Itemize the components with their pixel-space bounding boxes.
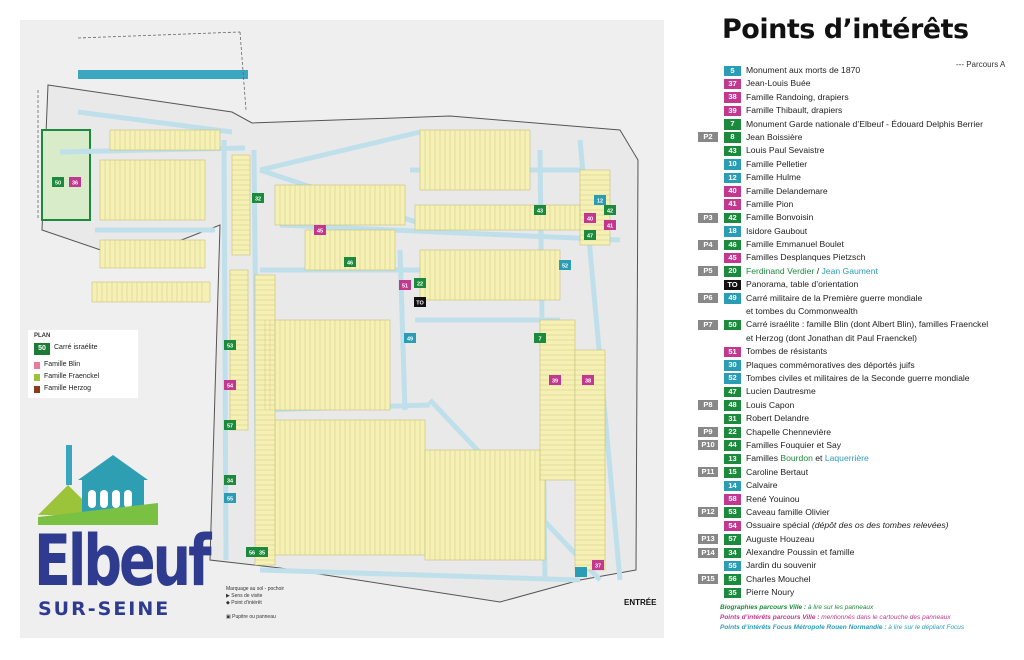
legend-row (698, 533, 998, 546)
point-label: Tombes de résistants (746, 346, 828, 357)
point-number-badge: 41 (724, 199, 741, 210)
point-label: Ossuaire spécial (dépôt des os des tombes relevées) (746, 520, 949, 531)
marquage-title: Marquage au sol - pochoir (226, 586, 285, 592)
entree-label: ENTRÉE (624, 598, 657, 607)
point-label: Jardin du souvenir (746, 560, 817, 571)
map-marker-label: 47 (586, 233, 594, 240)
parcours-badge: P12 (698, 507, 718, 517)
parcours-badge: P5 (698, 266, 718, 276)
legend-row (698, 225, 998, 238)
footnote-points-ville (720, 614, 951, 621)
map-marker-label: 34 (226, 478, 234, 485)
legend-row (698, 546, 998, 559)
legend-row (698, 559, 998, 572)
point-label: Robert Delandre (746, 413, 810, 424)
legend-row (698, 493, 998, 506)
plan-badge-50: 50 (34, 343, 50, 355)
legend-row (698, 131, 998, 144)
legend-row (698, 64, 998, 77)
parcours-badge: P10 (698, 440, 718, 450)
parcours-badge: P13 (698, 534, 718, 544)
map-marker-label: 56 (248, 550, 256, 557)
map-marker-label: 22 (416, 281, 424, 288)
map-marker-label: TO (416, 300, 424, 307)
footnote-2-text: mentionnés dans le cartouche des panneaux (819, 614, 951, 621)
point-number-badge: 10 (724, 159, 741, 170)
legend-row (698, 372, 998, 385)
legend-row (698, 292, 998, 305)
map-marker-label: 45 (316, 228, 324, 235)
point-number-badge: 8 (724, 132, 741, 143)
point-number-badge: 35 (724, 588, 741, 599)
parcours-badge: P15 (698, 574, 718, 584)
point-number-badge: 46 (724, 240, 741, 251)
label-note: (dépôt des os des tombes relevées) (809, 520, 949, 531)
point-number-badge: 5 (724, 66, 741, 77)
point-number-badge: 54 (724, 521, 741, 532)
map-marker-label: 38 (584, 378, 592, 385)
point-number-badge: 56 (724, 574, 741, 585)
point-number-badge: 37 (724, 79, 741, 90)
point-label: Monument aux morts de 1870 (746, 65, 861, 75)
parcours-badge: P7 (698, 320, 718, 330)
point-label: Chapelle Chennevière (746, 426, 832, 437)
map-section-49 (78, 70, 248, 79)
legend-row (698, 305, 998, 318)
point-label: Louis Capon (746, 399, 795, 410)
family-herzog-label: Famille Herzog (44, 385, 92, 392)
legend-row (698, 586, 998, 599)
parcours-a-label: --- Parcours A (956, 60, 1006, 69)
point-label: Famille Pion (746, 198, 794, 209)
map-marker-label: 40 (586, 216, 594, 223)
map-marker-label: 55 (226, 496, 234, 503)
point-number-badge: 38 (724, 92, 741, 103)
plan-label: Carré israélite (54, 344, 98, 351)
family-blin-swatch (34, 362, 40, 369)
point-label: Isidore Gaubout (746, 225, 808, 236)
map-marker-label: 54 (226, 383, 234, 390)
footnote-3-bold: Points d’intérêts Focus Métropole Rouen Normandie : (720, 624, 887, 631)
legend-row (698, 439, 998, 452)
legend-row (698, 399, 998, 412)
map-marker-label: 57 (226, 423, 234, 430)
parcours-badge: P14 (698, 548, 718, 558)
legend-row (698, 198, 998, 211)
map-marker-label: 39 (551, 378, 559, 385)
point-number-badge: 43 (724, 146, 741, 157)
point-number-badge: 31 (724, 414, 741, 425)
parcours-badge: P11 (698, 467, 718, 477)
map-marker-label: 12 (596, 198, 604, 205)
marquage-point-label: Point d’intérêt (231, 600, 262, 606)
map-carre-israelite (42, 130, 90, 220)
legend-row (698, 185, 998, 198)
family-fraenckel-label: Famille Fraenckel (44, 373, 100, 380)
point-number-badge: 39 (724, 106, 741, 117)
point-number-badge: 49 (724, 293, 741, 304)
legend-row (698, 77, 998, 90)
point-label: Auguste Houzeau (746, 533, 815, 544)
point-label: Caroline Bertaut (746, 466, 809, 477)
map-marker-label: 35 (258, 550, 266, 557)
map-marker-label: 51 (401, 283, 409, 290)
point-label: Plaques commémoratives des déportés juifs (746, 359, 915, 370)
map-marker-label: 7 (538, 336, 542, 343)
footnote-3-text: à lire sur le dépliant Focus (886, 624, 965, 631)
map-marker-label: 52 (561, 263, 569, 270)
legend-row (698, 318, 998, 331)
pupitre-note: ▣ Pupitre ou panneau (226, 614, 276, 620)
point-label: Tombes civiles et militaires de la Seconde guerre mondiale (746, 372, 970, 383)
legend-row (698, 452, 998, 465)
point-label: et tombes du Commonwealth (746, 306, 858, 317)
point-number-badge: 20 (724, 266, 741, 277)
marquage-sens: ▶ Sens de visite (226, 593, 263, 599)
point-number-badge: 55 (724, 561, 741, 572)
footnote-1-bold: Biographies parcours Ville : (720, 604, 807, 611)
map-marker-label: 42 (606, 208, 614, 215)
legend-row (698, 345, 998, 358)
point-number-badge: 34 (724, 548, 741, 559)
point-label: Famille Delandemare (746, 185, 828, 196)
point-number-badge: 47 (724, 387, 741, 398)
elbeuf-logo-icon (38, 445, 158, 525)
label-part: et (812, 453, 825, 464)
parcours-badge: P6 (698, 293, 718, 303)
map-marker-label: 36 (71, 180, 79, 187)
legend-row (698, 359, 998, 372)
legend-row (698, 332, 998, 345)
point-label: Calvaire (746, 480, 778, 491)
footnote-1-text: à lire sur les panneaux (806, 604, 874, 611)
point-label: et Herzog (dont Jonathan dit Paul Fraenckel) (746, 332, 918, 343)
point-label: Monument Garde nationale d’Elbeuf - Édouard Delphis Berrier (746, 118, 983, 129)
marquage-point: ◆ Point d’intérêt (226, 600, 262, 606)
name-ville-biography: Ferdinand Verdier (746, 265, 815, 276)
point-number-badge: 42 (724, 213, 741, 224)
point-label (746, 265, 878, 278)
points-list (698, 64, 998, 600)
legend-row (698, 412, 998, 425)
name-focus: Jean Gaument (821, 265, 878, 276)
legend-row (698, 519, 998, 532)
point-label: Caveau famille Olivier (746, 506, 830, 517)
map-marker-label: 50 (54, 180, 62, 187)
map-marker-label: 49 (406, 336, 414, 343)
point-number-badge: 18 (724, 226, 741, 237)
point-label: Famille Emmanuel Boulet (746, 239, 844, 250)
legend-row (698, 278, 998, 291)
point-label: Panorama, table d’orientation (746, 279, 859, 290)
parcours-badge: P8 (698, 400, 718, 410)
point-label: Carré militaire de la Première guerre mondiale (746, 292, 923, 303)
point-label: Famille Hulme (746, 172, 801, 183)
legend-row (698, 171, 998, 184)
legend-row (698, 118, 998, 131)
plan-title: PLAN (34, 333, 51, 339)
point-number-badge: 30 (724, 360, 741, 371)
legend-row (698, 573, 998, 586)
label-part: Familles (746, 453, 781, 464)
point-label: René Youinou (746, 493, 800, 504)
legend-row (698, 238, 998, 251)
point-number-badge: 13 (724, 454, 741, 465)
point-number-badge: 40 (724, 186, 741, 197)
parcours-badge: P2 (698, 132, 718, 142)
label-part: Bourdon (780, 453, 813, 464)
footnote-biographies (720, 604, 873, 611)
point-label: Lucien Dautresme (746, 386, 816, 397)
point-label: Famille Bonvoisin (746, 212, 814, 223)
point-number-badge: 14 (724, 481, 741, 492)
logo-sur-seine: SUR-SEINE (38, 598, 171, 620)
legend-row (698, 211, 998, 224)
point-number-badge: 44 (724, 440, 741, 451)
map-marker-label: 37 (594, 563, 602, 570)
legend-row (698, 104, 998, 117)
parcours-badge: P4 (698, 240, 718, 250)
point-label: Familles Desplanques Pietzsch (746, 252, 866, 263)
parcours-badge: P9 (698, 427, 718, 437)
point-number-badge: 50 (724, 320, 741, 331)
legend-row (698, 506, 998, 519)
family-fraenckel-swatch (34, 374, 40, 381)
footnote-2-bold: Points d’intérêts parcours Ville : (720, 614, 820, 621)
point-number-badge: 48 (724, 400, 741, 411)
point-number-badge: 22 (724, 427, 741, 438)
map-dashed-boundary (78, 32, 240, 38)
point-label: Famille Pelletier (746, 158, 808, 169)
map-marker-label: 46 (346, 260, 354, 267)
point-number-badge: 53 (724, 507, 741, 518)
map-marker-label: 32 (254, 196, 262, 203)
map-monument-circle (577, 568, 585, 576)
marquage-sens-label: Sens de visite (231, 593, 263, 599)
point-label: Alexandre Poussin et famille (746, 547, 855, 558)
legend-row (698, 466, 998, 479)
legend-row (698, 158, 998, 171)
point-label: Pierre Noury (746, 587, 795, 598)
point-number-badge: 58 (724, 494, 741, 505)
point-label: Jean-Louis Buée (746, 78, 811, 89)
pupitre-label: Pupitre ou panneau (232, 614, 276, 620)
point-label: Familles Fouquier et Say (746, 439, 842, 450)
legend-row (698, 479, 998, 492)
legend-row (698, 251, 998, 264)
point-number-badge: 12 (724, 173, 741, 184)
point-label: Charles Mouchel (746, 573, 811, 584)
map-marker-label: 43 (536, 208, 544, 215)
legend-row (698, 426, 998, 439)
footnote-focus (720, 624, 964, 631)
point-label: Famille Randoing, drapiers (746, 91, 849, 102)
point-number-badge: 45 (724, 253, 741, 264)
separator: / (814, 265, 822, 276)
page-title: Points d’intérêts (722, 14, 969, 45)
point-label (746, 452, 869, 465)
label-part: Laquerrière (824, 453, 869, 464)
point-label: Jean Boissière (746, 131, 803, 142)
point-label: Carré israélite : famille Blin (dont Albert Blin), familles Fraenckel (746, 319, 989, 330)
point-number-badge: 7 (724, 119, 741, 130)
parcours-badge: P3 (698, 213, 718, 223)
point-label: Louis Paul Sevaistre (746, 145, 825, 156)
logo-elbeuf: Elbeuf (34, 520, 209, 602)
family-blin-label: Famille Blin (44, 361, 81, 368)
point-number-badge: 15 (724, 467, 741, 478)
point-label: Famille Thibault, drapiers (746, 105, 843, 116)
plan-legend (28, 330, 138, 398)
legend-row (698, 385, 998, 398)
point-number-badge: 52 (724, 373, 741, 384)
map-marker-label: 53 (226, 343, 234, 350)
legend-row (698, 144, 998, 157)
point-number-badge: TO (724, 280, 741, 291)
legend-row (698, 265, 998, 278)
point-number-badge: 51 (724, 347, 741, 358)
point-number-badge: 57 (724, 534, 741, 545)
legend-row (698, 91, 998, 104)
family-herzog-swatch (34, 386, 40, 393)
map-marker-label: 41 (606, 223, 614, 230)
